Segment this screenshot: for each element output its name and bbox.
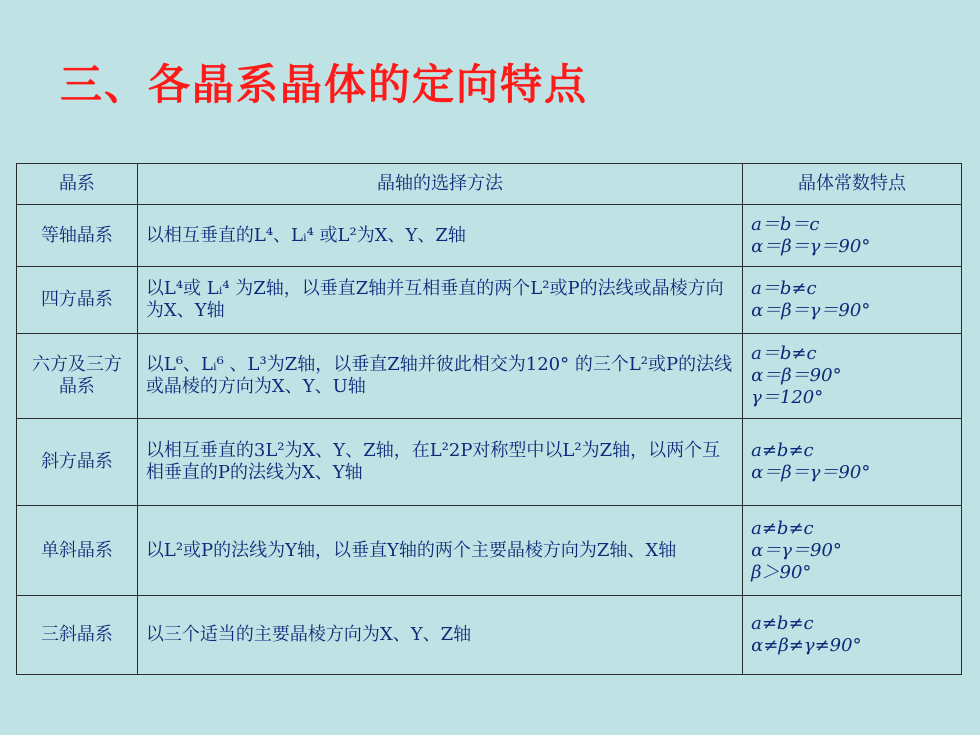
constant-line: a≠b≠c xyxy=(751,440,814,461)
constant-line: γ＝120° xyxy=(751,387,824,408)
cell-system: 等轴晶系 xyxy=(17,205,138,267)
table-header-row xyxy=(17,164,962,205)
cell-constants xyxy=(743,506,962,596)
constant-line: α＝β＝γ＝90° xyxy=(751,235,871,257)
table-row xyxy=(17,267,962,334)
constant-line: α＝γ＝90° xyxy=(751,539,842,561)
cell-constants xyxy=(743,205,962,267)
table-row xyxy=(17,596,962,675)
header-constants: 晶体常数特点 xyxy=(743,164,962,205)
table-row xyxy=(17,334,962,419)
cell-method: 以相互垂直的3L²为X、Y、Z轴，在L²2P对称型中以L²为Z轴，以两个互相垂直的P的法线为X、Y轴 xyxy=(137,419,742,506)
cell-method: 以相互垂直的L⁴、Lᵢ⁴ 或L²为X、Y、Z轴 xyxy=(137,205,742,267)
cell-method: 以L²或P的法线为Y轴，以垂直Y轴的两个主要晶棱方向为Z轴、X轴 xyxy=(137,506,742,596)
table-row xyxy=(17,506,962,596)
constant-line: α＝β＝90° xyxy=(751,365,842,386)
cell-constants xyxy=(743,419,962,506)
constant-line: a≠b≠c xyxy=(751,613,814,634)
constant-line: β＞90° xyxy=(751,561,812,583)
header-method: 晶轴的选择方法 xyxy=(137,164,742,205)
constant-line: a＝b≠c xyxy=(751,278,817,299)
table-row xyxy=(17,205,962,267)
constant-line: α＝β＝γ＝90° xyxy=(751,300,871,321)
cell-system: 斜方晶系 xyxy=(17,419,138,506)
constant-line: a≠b≠c xyxy=(751,517,814,539)
constant-line: a＝b≠c xyxy=(751,343,817,364)
cell-constants xyxy=(743,334,962,419)
cell-constants xyxy=(743,267,962,334)
table-row xyxy=(17,419,962,506)
cell-system: 四方晶系 xyxy=(17,267,138,334)
cell-method: 以L⁶、Lᵢ⁶ 、L³为Z轴，以垂直Z轴并彼此相交为120° 的三个L²或P的法线或晶棱的方向为X、Y、U轴 xyxy=(137,334,742,419)
cell-system: 三斜晶系 xyxy=(17,596,138,675)
constant-line: α≠β≠γ≠90° xyxy=(751,635,862,656)
cell-constants xyxy=(743,596,962,675)
cell-system: 六方及三方晶系 xyxy=(17,334,138,419)
constant-line: α＝β＝γ＝90° xyxy=(751,462,871,483)
cell-system: 单斜晶系 xyxy=(17,506,138,596)
constant-line: a＝b＝c xyxy=(751,213,820,235)
cell-method: 以L⁴或 Lᵢ⁴ 为Z轴，以垂直Z轴并互相垂直的两个L²或P的法线或晶棱方向为X、Y轴 xyxy=(137,267,742,334)
header-system: 晶系 xyxy=(17,164,138,205)
page-title: 三、各晶系晶体的定向特点 xyxy=(60,60,589,109)
crystal-system-table xyxy=(16,163,962,675)
cell-method: 以三个适当的主要晶棱方向为X、Y、Z轴 xyxy=(137,596,742,675)
